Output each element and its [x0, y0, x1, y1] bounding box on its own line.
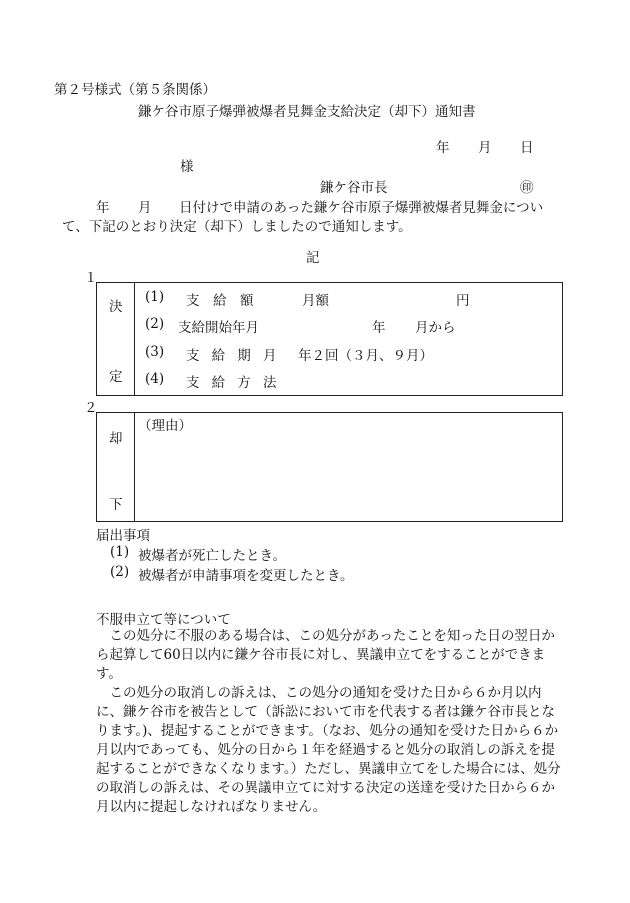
row2-year: 年: [372, 320, 386, 336]
notification-item1-text: 被爆者が死亡したとき。: [138, 548, 286, 564]
decision-label-bottom: 定: [109, 369, 123, 385]
rejection-label-top: 却: [109, 431, 123, 447]
decision-label-top: 決: [109, 299, 123, 315]
row2-label: 支給開始年月: [178, 320, 259, 336]
decision-box: [96, 282, 563, 396]
intro-year: 年: [96, 200, 110, 216]
row4-label: 支給方法: [186, 375, 289, 391]
reason-label: （理由）: [138, 418, 192, 434]
row2-month-from: 月から: [415, 320, 456, 336]
rejection-label-bottom: 下: [109, 497, 123, 513]
appeal-paragraph-2: この処分の取消しの訴えは、この処分の通知を受けた日から６か月以内に、鎌ケ谷市を被告として（訴訟において市を代表する者は鎌ケ谷市長となります。)、提起することができます。（なお、処分の通知を受けた日から６か月以内であっても、処分の日から１年を経過すると処分の取消しの訴えを提起することができなくなります。）ただし、異議申立てをした場合には、処分の取消しの訴えは、その異議申立てに対する決定の送達を受けた日から６か月以内に提起しなければなりません。: [96, 685, 561, 815]
appeal-paragraph-1: この処分に不服のある場合は、この処分があったことを知った日の翌日から起算して60日以内に鎌ケ谷市長に対し、異議申立てをすることができます。: [96, 628, 555, 682]
appeal-heading: 不服申立て等について: [96, 612, 231, 628]
notification-heading: 届出事項: [96, 528, 150, 544]
ki-heading: 記: [306, 250, 320, 266]
row3-value: 年２回（３月、９月）: [298, 348, 433, 364]
document-title: 鎌ケ谷市原子爆弾被爆者見舞金支給決定（却下）通知書: [138, 104, 476, 120]
row1-yen: 円: [456, 293, 470, 309]
row1-number: (1): [145, 289, 165, 305]
form-number: 第２号様式（第５条関係）: [54, 82, 216, 98]
row4-number: (4): [145, 371, 165, 387]
notification-item1-number: (1): [110, 544, 130, 560]
date-year: 年: [436, 140, 450, 156]
row3-number: (3): [145, 344, 165, 360]
date-day: 日: [520, 140, 534, 156]
notification-item2-number: (2): [110, 564, 130, 580]
notification-item2-text: 被爆者が申請事項を変更したとき。: [138, 568, 354, 584]
date-month: 月: [478, 140, 492, 156]
row1-label: 支 給 額: [186, 293, 254, 309]
addressee-suffix: 様: [180, 159, 194, 175]
row1-monthly: 月額: [302, 293, 329, 309]
section1-number: １: [84, 270, 98, 286]
issuer-name: 鎌ケ谷市長: [320, 180, 388, 196]
row2-number: (2): [145, 316, 165, 332]
decision-box-divider: [134, 282, 135, 396]
row3-label: 支給期月: [186, 348, 289, 364]
rejection-box-divider: [134, 412, 135, 522]
intro-month: 月: [138, 200, 152, 216]
section2-number: ２: [84, 400, 98, 416]
intro-line1: 日付けで申請のあった鎌ケ谷市原子爆弾被爆者見舞金につい: [179, 200, 544, 216]
seal-mark: ㊞: [520, 180, 534, 196]
intro-line2: て、下記のとおり決定（却下）しましたので通知します。: [62, 219, 412, 235]
